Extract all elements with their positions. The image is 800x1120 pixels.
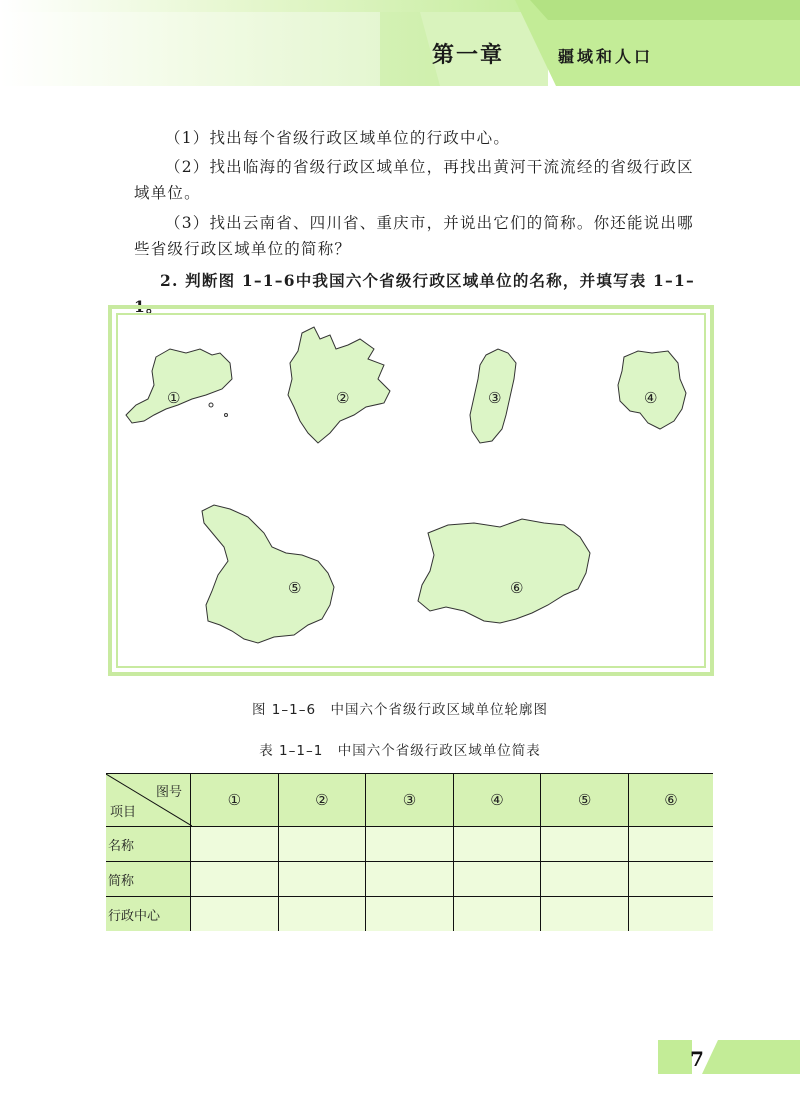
table-cell[interactable] bbox=[541, 897, 629, 932]
column-header-5: ⑤ bbox=[541, 774, 629, 827]
table-corner-cell bbox=[106, 774, 191, 827]
label-6: ⑥ bbox=[510, 579, 524, 597]
table-cell[interactable] bbox=[541, 827, 629, 862]
row-label-capital: 行政中心 bbox=[106, 897, 191, 932]
table-caption: 表 1–1–1 中国六个省级行政区域单位简表 bbox=[259, 743, 541, 759]
table-cell[interactable] bbox=[366, 862, 454, 897]
table-row bbox=[106, 827, 713, 862]
corner-top-label: 图号 bbox=[155, 785, 182, 800]
section-title: 疆域和人口 bbox=[558, 47, 654, 66]
table-row bbox=[106, 862, 713, 897]
province-outline-5 bbox=[202, 505, 334, 643]
chapter-label: 第一章 bbox=[432, 42, 505, 68]
label-1: ① bbox=[167, 389, 181, 407]
column-header-2: ② bbox=[278, 774, 366, 827]
column-header-6: ⑥ bbox=[628, 774, 713, 827]
table-header-row bbox=[106, 774, 713, 827]
table-cell[interactable] bbox=[366, 897, 454, 932]
table-cell[interactable] bbox=[541, 862, 629, 897]
page-number: 7 bbox=[690, 1047, 704, 1071]
table-cell[interactable] bbox=[366, 827, 454, 862]
label-3: ③ bbox=[488, 389, 502, 407]
table-cell[interactable] bbox=[628, 897, 713, 932]
corner-bottom-label: 项目 bbox=[110, 805, 137, 820]
province-outline-2 bbox=[288, 327, 390, 443]
label-4: ④ bbox=[644, 389, 658, 407]
table-cell[interactable] bbox=[453, 827, 541, 862]
outline-map bbox=[108, 305, 714, 676]
table-cell[interactable] bbox=[628, 862, 713, 897]
figure-caption: 图 1–1–6 中国六个省级行政区域单位轮廓图 bbox=[251, 702, 549, 718]
question-2: （2）找出临海的省级行政区域单位，再找出黄河干流流经的省级行政区域单位。 bbox=[134, 158, 694, 202]
label-2: ② bbox=[336, 389, 350, 407]
header-band bbox=[0, 0, 800, 86]
column-header-3: ③ bbox=[366, 774, 454, 827]
table-cell[interactable] bbox=[278, 827, 366, 862]
question-3: （3）找出云南省、四川省、重庆市，并说出它们的简称。你还能说出哪些省级行政区域单位的简称？ bbox=[134, 214, 694, 258]
exercise-2: 2. 判断图 1–1–6中我国六个省级行政区域单位的名称，并填写表 1–1–1。 bbox=[134, 271, 695, 316]
province-table bbox=[106, 773, 713, 931]
table-cell[interactable] bbox=[191, 862, 279, 897]
province-outline-6 bbox=[418, 519, 590, 623]
table-cell[interactable] bbox=[628, 827, 713, 862]
column-header-4: ④ bbox=[453, 774, 541, 827]
table-cell[interactable] bbox=[278, 897, 366, 932]
table-cell[interactable] bbox=[453, 862, 541, 897]
page-number-band bbox=[658, 1040, 800, 1074]
row-label-abbr: 简称 bbox=[106, 862, 191, 897]
row-label-name: 名称 bbox=[106, 827, 191, 862]
table-cell[interactable] bbox=[191, 827, 279, 862]
column-header-1: ① bbox=[191, 774, 279, 827]
question-1: （1）找出每个省级行政区域单位的行政中心。 bbox=[165, 129, 511, 147]
table-row bbox=[106, 897, 713, 932]
province-outline-figure bbox=[108, 305, 714, 676]
table-cell[interactable] bbox=[278, 862, 366, 897]
province-outline-1 bbox=[126, 349, 232, 423]
table-cell[interactable] bbox=[453, 897, 541, 932]
label-5: ⑤ bbox=[288, 579, 302, 597]
table-cell[interactable] bbox=[191, 897, 279, 932]
